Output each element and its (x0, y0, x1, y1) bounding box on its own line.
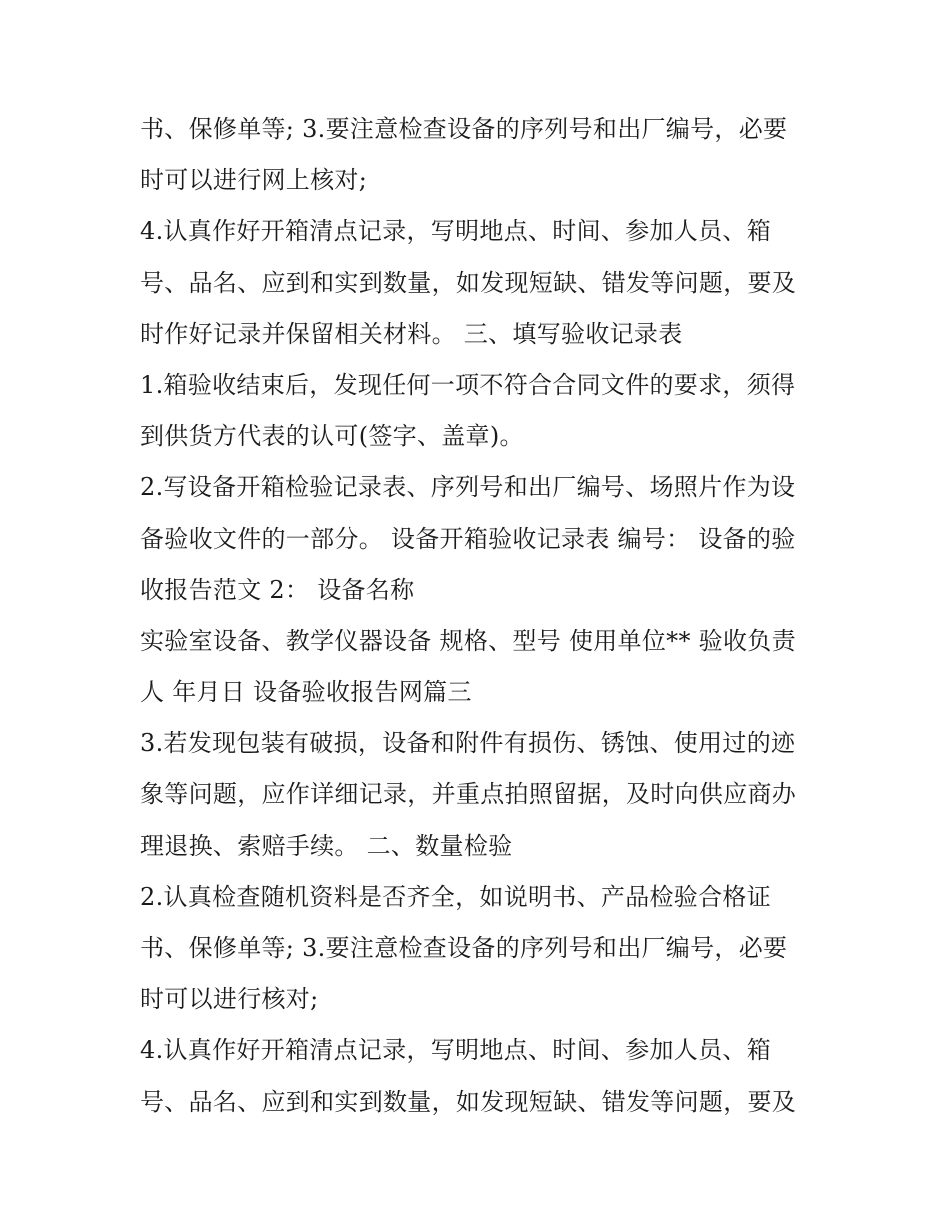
text-line: 2.认真检查随机资料是否齐全，如说明书、产品检验合格证 (140, 882, 771, 911)
document-body (140, 104, 820, 1128)
text-line: 4.认真作好开箱清点记录，写明地点、时间、参加人员、箱 (140, 1036, 771, 1065)
text-line: 3.若发现包装有破损，设备和附件有损伤、锈蚀、使用过的迹 (140, 729, 796, 758)
text-line: 2.写设备开箱检验记录表、序列号和出厂编号、场照片作为设 (140, 473, 796, 502)
text-line: 书、保修单等; 3.要注意检查设备的序列号和出厂编号，必要 (140, 934, 788, 962)
text-line: 人 年月日 设备验收报告网篇三 (140, 678, 472, 707)
text-line: 时可以进行网上核对; (140, 166, 368, 195)
text-line: 号、品名、应到和实到数量，如发现短缺、错发等问题，要及 (140, 268, 797, 297)
text-line: 理退换、索赔手续。 二、数量检验 (140, 831, 513, 860)
text-line: 时作好记录并保留相关材料。 三、填写验收记录表 (140, 319, 683, 348)
text-line: 书、保修单等; 3.要注意检查设备的序列号和出厂编号，必要 (140, 115, 788, 143)
text-line: 象等问题，应作详细记录，并重点拍照留据，及时向供应商办 (140, 780, 797, 809)
text-line: 时可以进行核对; (140, 985, 319, 1014)
text-line: 到供货方代表的认可(签字、盖章)。 (140, 422, 524, 451)
text-line: 4.认真作好开箱清点记录，写明地点、时间、参加人员、箱 (140, 217, 771, 246)
text-line: 实验室设备、教学仪器设备 规格、型号 使用单位** 验收负责 (140, 626, 796, 655)
text-line: 备验收文件的一部分。 设备开箱验收记录表 编号： 设备的验 (140, 524, 796, 553)
text-line: 号、品名、应到和实到数量，如发现短缺、错发等问题，要及 (140, 1087, 797, 1116)
text-line: 收报告范文 2： 设备名称 (140, 575, 415, 604)
text-line: 1.箱验收结束后，发现任何一项不符合合同文件的要求，须得 (140, 370, 796, 399)
